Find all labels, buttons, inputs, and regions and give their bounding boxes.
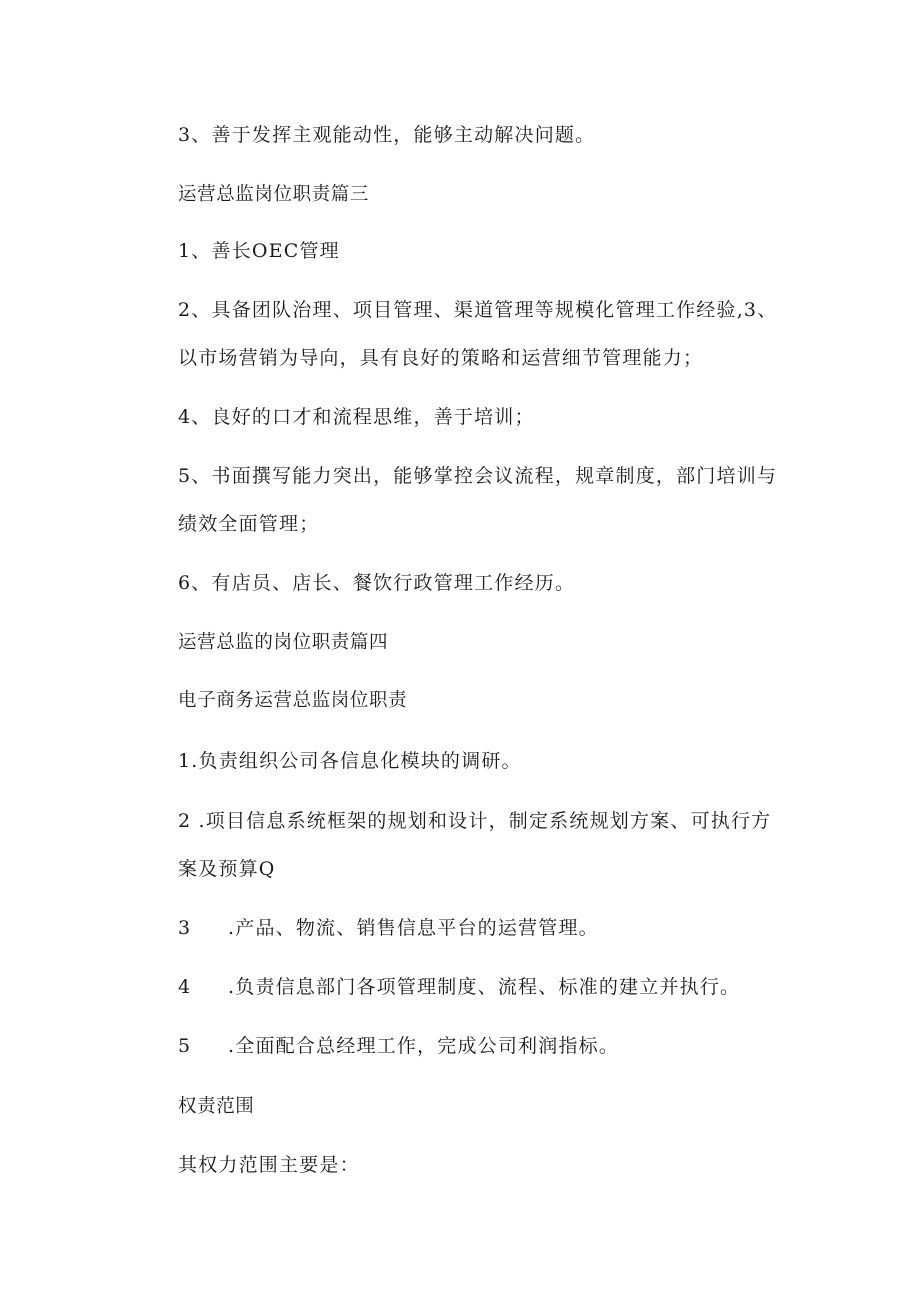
list-item-4 — [178, 978, 740, 997]
list-item-4-number: 4 — [178, 976, 192, 998]
paragraph-p5-line1: 5、书面撰写能力突出，能够掌控会议流程，规章制度，部门培训与 — [178, 465, 778, 487]
paragraph-p6: 6、有店员、店长、餐饮行政管理工作经历。 — [178, 572, 576, 594]
list-item-3 — [178, 919, 599, 938]
list-item-3-text: .产品、物流、销售信息平台的运营管理。 — [228, 917, 599, 939]
list-item-5-number: 5 — [178, 1035, 192, 1057]
section-heading-3: 运营总监岗位职责篇三 — [178, 184, 370, 205]
paragraph-p1: 3、善于发挥主观能动性，能够主动解决问题。 — [178, 124, 596, 146]
section-heading-scope: 权责范围 — [178, 1096, 255, 1117]
list-item-3-number: 3 — [178, 917, 192, 939]
list-item-5-text: .全面配合总经理工作，完成公司利润指标。 — [228, 1035, 620, 1057]
paragraph-p4: 4、良好的口才和流程思维，善于培训； — [178, 406, 535, 428]
list-item-2-line2: 案及预算Q — [178, 858, 276, 880]
paragraph-p2: 1、善长OEC管理 — [178, 240, 340, 262]
subheading: 电子商务运营总监岗位职责 — [178, 690, 408, 711]
list-item-2-line1: 2 .项目信息系统框架的规划和设计，制定系统规划方案、可执行方 — [178, 810, 772, 832]
paragraph-p3-line2: 以市场营销为导向，具有良好的策略和运营细节管理能力； — [178, 347, 704, 369]
paragraph-p3-line1: 2、具备团队治理、项目管理、渠道管理等规模化管理工作经验,3、 — [178, 299, 778, 321]
list-item-4-text: .负责信息部门各项管理制度、流程、标准的建立并执行。 — [228, 976, 741, 998]
paragraph-p5-line2: 绩效全面管理； — [178, 513, 320, 535]
list-item-5 — [178, 1037, 619, 1056]
section-heading-4: 运营总监的岗位职责篇四 — [178, 632, 389, 653]
list-item-1: 1.负责组织公司各信息化模块的调研。 — [178, 750, 522, 772]
paragraph-scope: 其权力范围主要是： — [178, 1154, 360, 1176]
